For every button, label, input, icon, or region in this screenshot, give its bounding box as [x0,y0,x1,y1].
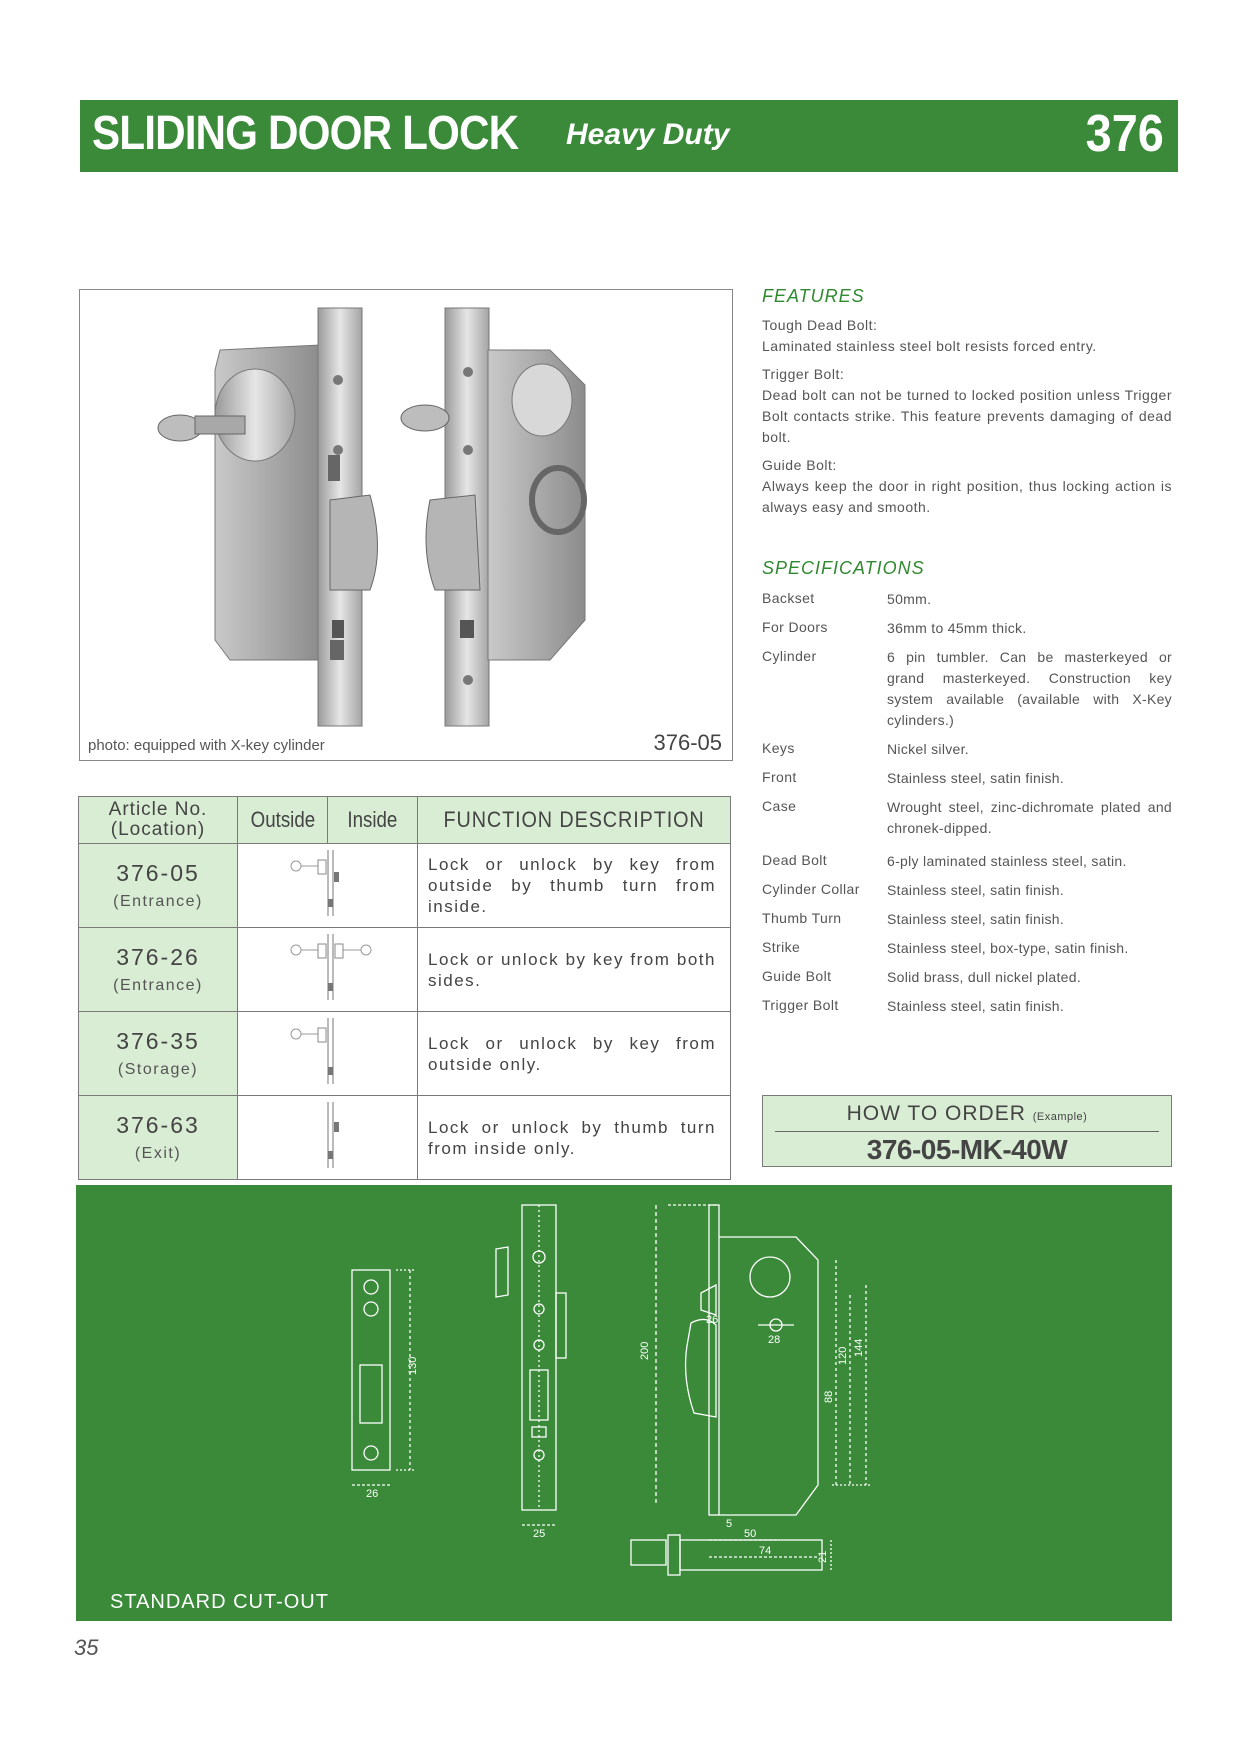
table-header-row [79,797,731,844]
function-description: Lock or unlock by key from both sides. [418,928,731,1012]
standard-cutout-label: STANDARD CUT-OUT [110,1591,329,1613]
outside-header-label: Outside [250,807,315,832]
spec-value: Wrought steel, zinc-dichromate plated and chronek-dipped. [887,799,1172,836]
spec-value: Stainless steel, satin finish. [887,911,1065,927]
article-code: 376-35 [116,1028,200,1054]
order-divider [775,1131,1159,1132]
outside-header [238,797,328,844]
spec-value: 6 pin tumbler. Can be masterkeyed or grand masterkeyed. Construction key system available (available with X-Key cylinders.) [887,649,1172,728]
specifications-heading: SPECIFICATIONS [762,558,925,578]
function-description: Lock or unlock by key from outside by thumb turn from inside. [418,844,731,928]
spec-value: 50mm. [887,591,932,607]
dim-case-height: 200 [639,1341,651,1360]
spec-label: Trigger Bolt [762,997,839,1013]
spec-value: Stainless steel, satin finish. [887,882,1065,898]
spec-label: Guide Bolt [762,968,832,984]
dim-5: 5 [726,1518,733,1530]
article-cell [79,1012,238,1096]
dim-88: 88 [823,1390,835,1403]
how-to-order-box [762,1095,1172,1167]
article-location: (Entrance) [113,893,203,910]
table-row [79,1012,731,1096]
article-header-line1: Article No. [108,799,208,820]
photo-model-code: 376-05 [653,730,722,755]
table-row [79,844,731,928]
how-to-order-title: HOW TO ORDER [846,1102,1026,1125]
function-diagram-cell [238,1012,418,1096]
spec-label: Thumb Turn [762,910,842,926]
feature-text: Dead bolt can not be turned to locked position unless Trigger Bolt contacts strike. This feature prevents damaging of dead bolt. [762,387,1172,445]
function-header [418,797,731,844]
standard-cutout-panel [76,1185,1172,1621]
product-photo [79,289,733,761]
spec-label: Case [762,798,797,814]
model-number: 376 [1085,105,1164,163]
article-cell [79,928,238,1012]
key-thumbturn-diagram [238,844,416,922]
feature-item [762,455,1172,518]
key-outside-only-diagram [238,1012,416,1090]
dim-bolt-offset: 26 [706,1314,719,1326]
function-table [78,796,731,1180]
feature-text: Always keep the door in right position, thus locking action is always easy and smooth. [762,478,1172,515]
spec-label: For Doors [762,619,828,635]
article-location: (Exit) [134,1145,182,1162]
article-cell [79,1096,238,1180]
spec-value: 36mm to 45mm thick. [887,620,1027,636]
spec-value: Stainless steel, satin finish. [887,998,1065,1014]
article-code: 376-26 [116,944,200,970]
dim-thickness: 21 [817,1550,829,1563]
spec-label: Cylinder Collar [762,881,860,897]
how-to-order-note: (Example) [1032,1111,1088,1123]
feature-title: Trigger Bolt: [762,366,845,382]
feature-item [762,315,1172,357]
function-header-label: FUNCTION DESCRIPTION [443,807,705,832]
article-location: (Entrance) [113,977,203,994]
function-description: Lock or unlock by key from outside only. [418,1012,731,1096]
function-diagram-cell [238,1096,418,1180]
dim-backset: 50 [744,1528,757,1540]
spec-value: Solid brass, dull nickel plated. [887,969,1082,985]
photo-caption: photo: equipped with X-key cylinder [88,737,325,754]
inside-header-label: Inside [347,807,398,832]
inside-header [328,797,418,844]
article-location: (Storage) [117,1061,199,1078]
spec-value: 6-ply laminated stainless steel, satin. [887,853,1127,869]
how-to-order-heading [763,1102,1171,1126]
dim-front-width: 25 [533,1528,546,1540]
cutout-drawing [76,1185,1172,1621]
table-row [79,1096,731,1180]
dim-case-depth: 74 [759,1545,772,1557]
feature-text: Laminated stainless steel bolt resists forced entry. [762,338,1097,354]
article-code: 376-63 [116,1112,200,1138]
article-header [79,797,238,844]
spec-label: Dead Bolt [762,852,828,868]
title-banner [80,100,1178,172]
dim-120: 120 [837,1346,849,1365]
spec-label: Front [762,769,797,785]
function-diagram-cell [238,928,418,1012]
table-row [79,928,731,1012]
dim-strike-width: 26 [366,1488,379,1500]
article-cell [79,844,238,928]
dim-strike-height: 130 [407,1356,419,1375]
page-title: SLIDING DOOR LOCK [92,107,519,160]
function-description: Lock or unlock by thumb turn from inside only. [418,1096,731,1180]
spec-label: Backset [762,590,815,606]
spec-label: Cylinder [762,648,817,664]
feature-title: Guide Bolt: [762,457,837,473]
key-both-sides-diagram [238,928,416,1006]
features-heading: FEATURES [762,286,865,306]
spec-label: Keys [762,740,795,756]
thumbturn-only-diagram [238,1096,416,1174]
function-diagram-cell [238,844,418,928]
spec-label: Strike [762,939,801,955]
page-subtitle: Heavy Duty [566,118,730,151]
feature-title: Tough Dead Bolt: [762,317,878,333]
dim-144: 144 [853,1338,865,1357]
order-example-code: 376-05-MK-40W [866,1134,1068,1165]
spec-value: Nickel silver. [887,741,969,757]
article-header-line2: (Location) [110,819,206,840]
spec-value: Stainless steel, box-type, satin finish. [887,940,1129,956]
lock-photo-illustration [80,290,732,760]
dim-spindle-pitch: 28 [768,1334,781,1346]
page-number: 35 [74,1635,99,1660]
spec-value: Stainless steel, satin finish. [887,770,1065,786]
article-code: 376-05 [116,860,200,886]
feature-item [762,364,1172,448]
